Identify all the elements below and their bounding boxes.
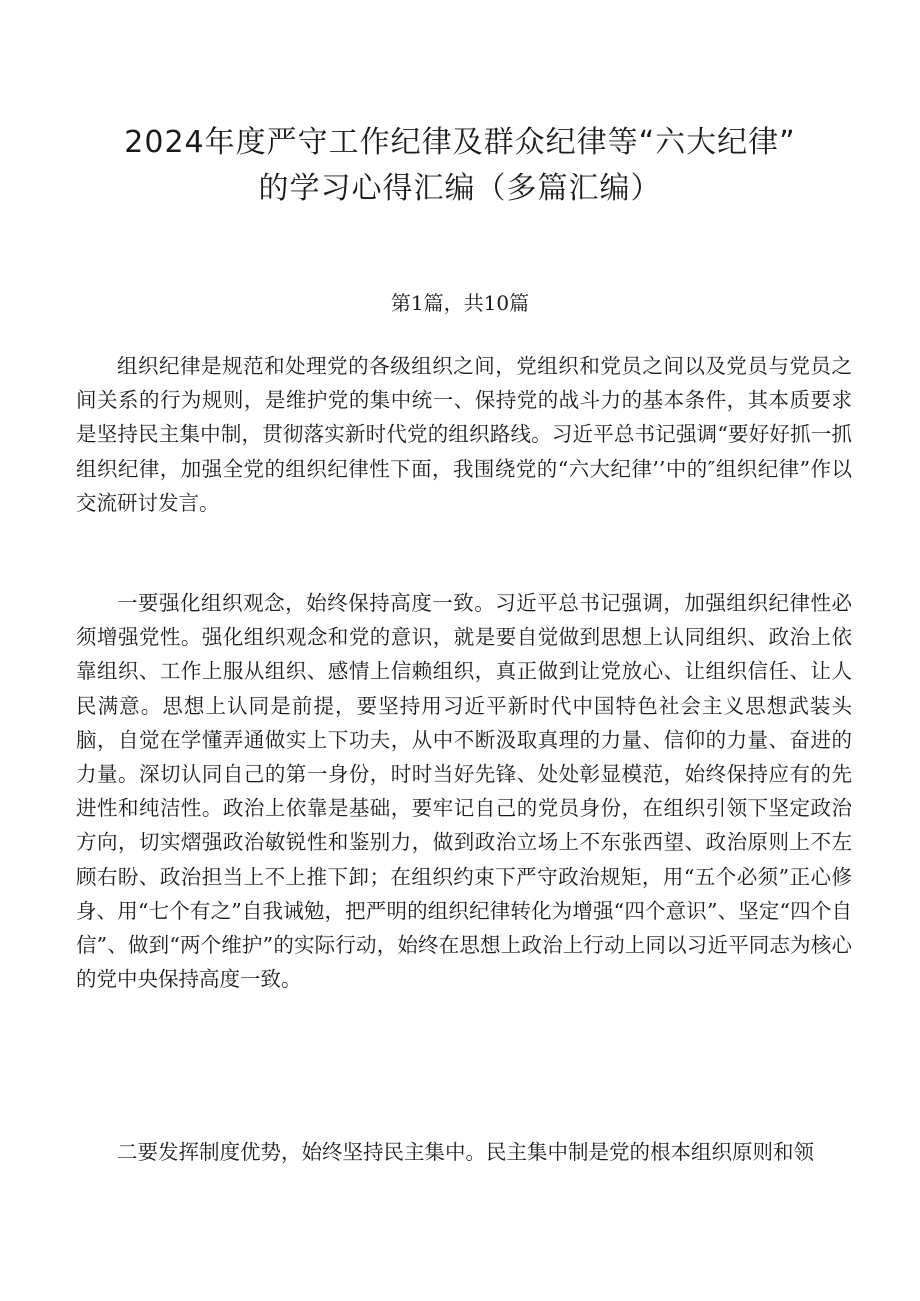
section-heading: 第1篇，共10篇: [390, 291, 530, 315]
body-paragraph-1: 组织纪律是规范和处理党的各级组织之间，党组织和党员之间以及党员与党员之间关系的行为规则，是维护党的集中统一、保持党的战斗力的基本条件，其本质要求是坚持民主集中制，贯彻落实新时代党的组织路线。习近平总书记强调“要好好抓一抓组织纪律，加强全党的组织纪律性下面，我围绕党的“六大纪律’’中的″组织纪律”作以交流研讨发言。: [76, 354, 852, 515]
body-paragraph-3: 二要发挥制度优势，始终坚持民主集中。民主集中制是党的根本组织原则和领: [117, 1140, 814, 1164]
document-title-line-1: 2024年度严守工作纪律及群众纪律等“六大纪律”: [124, 125, 796, 160]
body-paragraph-2: 一要强化组织观念，始终保持高度一致。习近平总书记强调，加强组织纪律性必须增强党性。强化组织观念和党的意识，就是要自觉做到思想上认同组织、政治上依靠组织、工作上服从组织、感情上信赖组织，真正做到让党放心、让组织信任、让人民满意。思想上认同是前提，要坚持用习近平新时代中国特色社会主义思想武装头脑，自觉在学懂弄通做实上下功夫，从中不断汲取真理的力量、信仰的力量、奋进的力量。深切认同自己的第一身份，时时当好先锋、处处彰显模范，始终保持应有的先进性和纯洁性。政治上依靠是基础，要牢记自己的党员身份，在组织引领下坚定政治方向，切实熠强政治敏锐性和鉴别力，做到政治立场上不东张西望、政治原则上不左顾右盼、政治担当上不上推下卸；在组织约束下严守政治规矩，用“五个必须”正心修身、用“七个有之”自我诫勉，把严明的组织纪律转化为增强“四个意识”、坚定“四个自信”、做到“两个维护”的实际行动，始终在思想上政治上行动上同以习近平同志为核心的党中央保持高度一致。: [76, 591, 852, 992]
document-title-line-2: 的学习心得汇编（多篇汇编）: [258, 171, 662, 206]
